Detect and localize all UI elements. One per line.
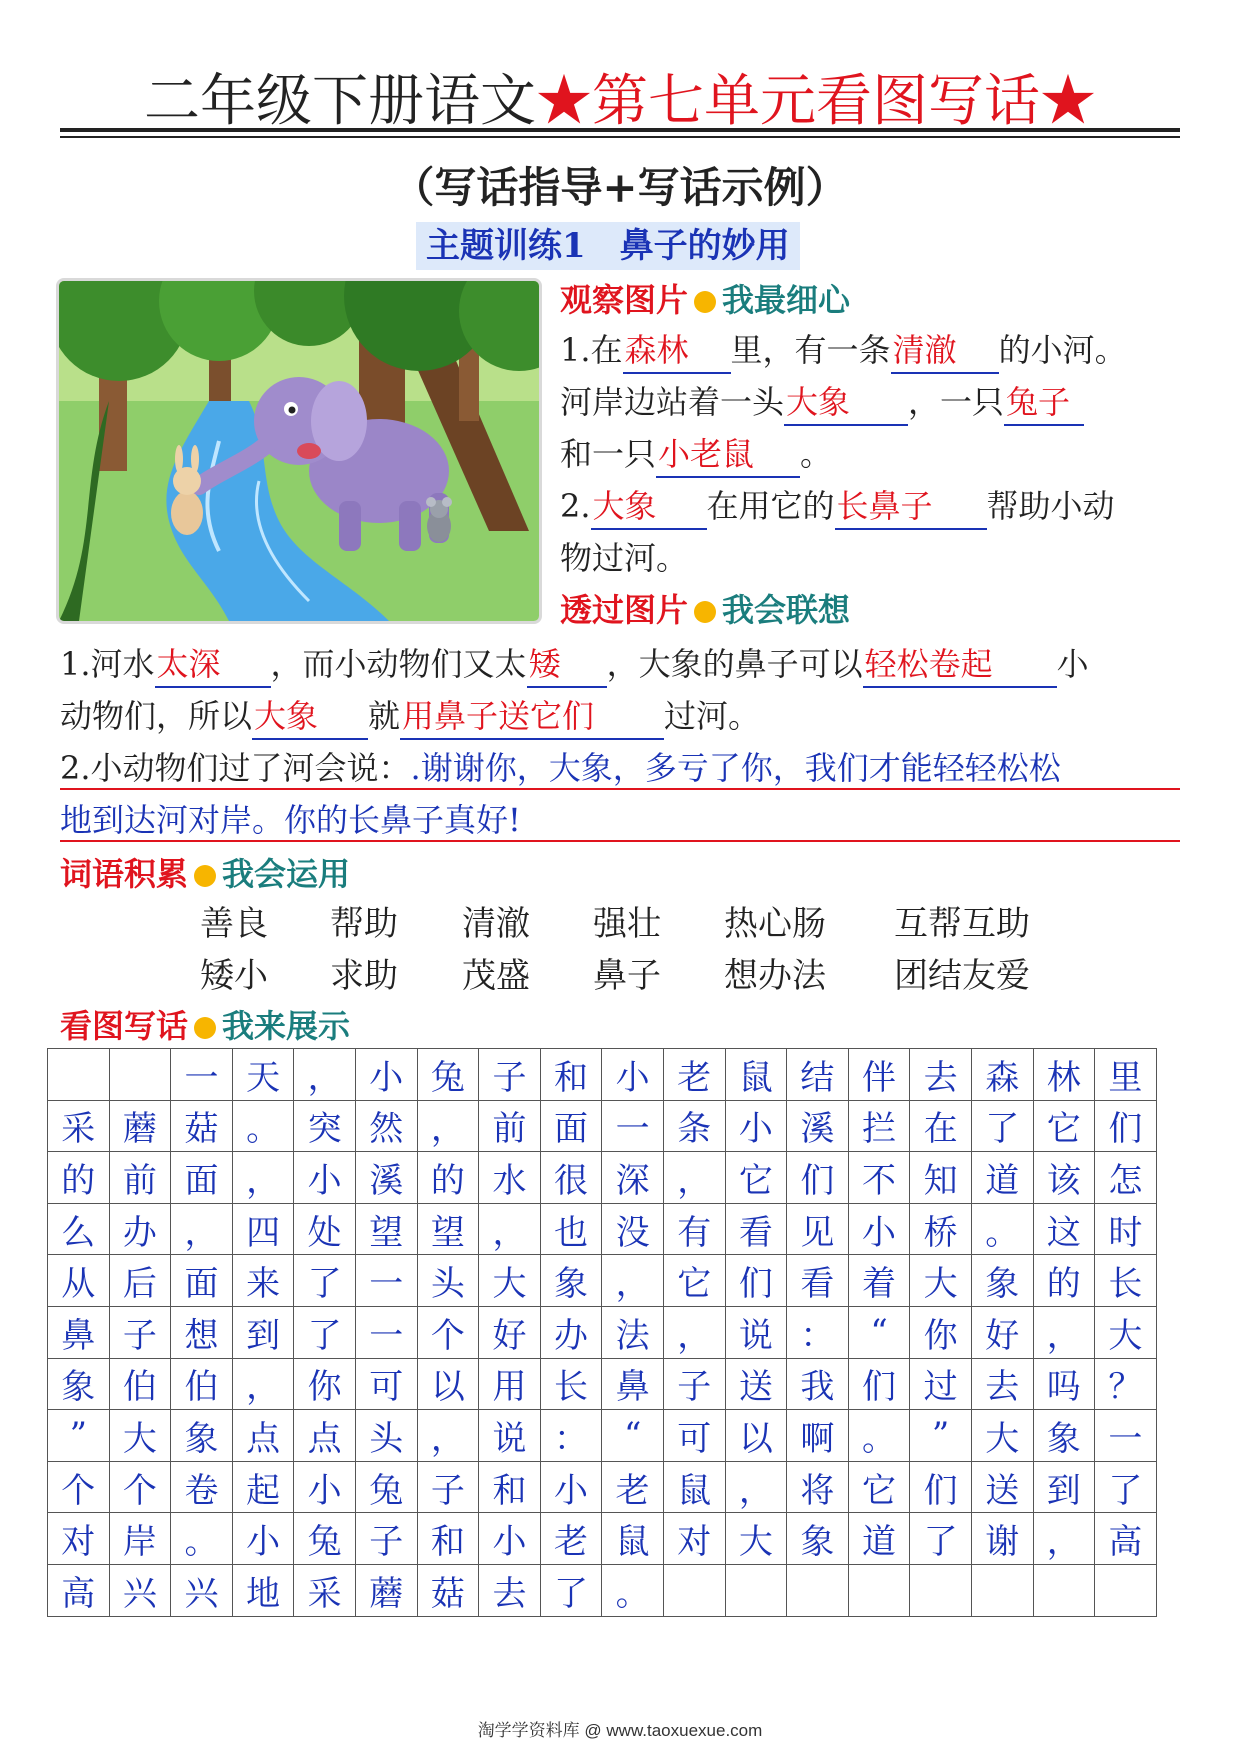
answer-blank: 轻松卷起 xyxy=(863,642,1057,688)
grid-cell: 拦 xyxy=(848,1100,910,1152)
vocab-word: 茂盛 xyxy=(462,956,530,996)
grid-cell: 后 xyxy=(109,1255,171,1307)
grid-cell: 条 xyxy=(663,1100,725,1152)
grid-cell: 长 xyxy=(540,1358,602,1410)
answer-blank: 大象 xyxy=(784,380,908,426)
grid-cell: 子 xyxy=(479,1049,541,1101)
grid-cell: 鼻 xyxy=(602,1358,664,1410)
grid-cell: 象 xyxy=(787,1513,849,1565)
grid-cell: 长 xyxy=(1095,1255,1157,1307)
grid-cell: ” xyxy=(910,1410,972,1462)
grid-cell: 去 xyxy=(971,1358,1033,1410)
grid-cell: 和 xyxy=(479,1461,541,1513)
grid-cell: 一 xyxy=(171,1049,233,1101)
grid-row xyxy=(48,1049,1157,1101)
grid-cell: 你 xyxy=(294,1358,356,1410)
grid-cell: 可 xyxy=(355,1358,417,1410)
grid-cell: 办 xyxy=(109,1203,171,1255)
grid-cell: 小 xyxy=(602,1049,664,1101)
grid-cell: 点 xyxy=(294,1410,356,1462)
grid-cell: 老 xyxy=(540,1513,602,1565)
grid-row xyxy=(48,1306,1157,1358)
grid-cell: ， xyxy=(479,1203,541,1255)
grid-cell: 么 xyxy=(48,1203,110,1255)
grid-cell: 也 xyxy=(540,1203,602,1255)
grid-cell: 想 xyxy=(171,1306,233,1358)
title-right: 第七单元看图写话 xyxy=(592,69,1040,134)
vocab-word: 互帮互助 xyxy=(894,904,1030,944)
grid-cell: 面 xyxy=(540,1100,602,1152)
vocab-row-2 xyxy=(0,950,1240,1002)
grid-cell: 们 xyxy=(910,1461,972,1513)
grid-cell: 伴 xyxy=(848,1049,910,1101)
grid-cell: 里 xyxy=(1095,1049,1157,1101)
section-imagine-heading: 透过图片 我会联想 xyxy=(560,591,851,629)
answer-blank: 大象 xyxy=(591,484,707,530)
grid-cell xyxy=(48,1049,110,1101)
grid-cell: 很 xyxy=(540,1152,602,1204)
grid-cell: 头 xyxy=(417,1255,479,1307)
grid-cell: 对 xyxy=(48,1513,110,1565)
grid-cell: 岸 xyxy=(109,1513,171,1565)
grid-cell xyxy=(1033,1564,1095,1616)
grid-cell: 以 xyxy=(417,1358,479,1410)
vocab-word: 热心肠 xyxy=(724,904,826,944)
grid-cell: 道 xyxy=(848,1513,910,1565)
grid-cell: ， xyxy=(171,1203,233,1255)
grid-cell: 说 xyxy=(479,1410,541,1462)
grid-cell: 然 xyxy=(355,1100,417,1152)
grid-cell: 子 xyxy=(355,1513,417,1565)
grid-cell: 起 xyxy=(232,1461,294,1513)
grid-cell: 好 xyxy=(971,1306,1033,1358)
grid-cell: 这 xyxy=(1033,1203,1095,1255)
grid-cell: 有 xyxy=(663,1203,725,1255)
grid-cell: 们 xyxy=(848,1358,910,1410)
grid-cell: 用 xyxy=(479,1358,541,1410)
grid-row xyxy=(48,1203,1157,1255)
grid-row xyxy=(48,1461,1157,1513)
answer-blank: 清澈 xyxy=(891,328,999,374)
grid-cell: 和 xyxy=(540,1049,602,1101)
page-subtitle: （写话指导+写话示例） xyxy=(392,163,848,212)
grid-cell: “ xyxy=(602,1410,664,1462)
grid-cell: 伯 xyxy=(171,1358,233,1410)
grid-cell xyxy=(971,1564,1033,1616)
grid-cell: 菇 xyxy=(417,1564,479,1616)
observe-line-2: 河岸边站着一头大象 ，一只兔子 xyxy=(560,376,1084,428)
grid-cell: 桥 xyxy=(910,1203,972,1255)
grid-cell: 了 xyxy=(910,1513,972,1565)
vocab-row-1 xyxy=(0,898,1240,950)
vocab-word: 善良 xyxy=(200,904,268,944)
grid-cell: 象 xyxy=(1033,1410,1095,1462)
grid-cell: ” xyxy=(48,1410,110,1462)
grid-cell: 到 xyxy=(232,1306,294,1358)
grid-cell: 过 xyxy=(910,1358,972,1410)
grid-cell: 了 xyxy=(294,1255,356,1307)
observe-line-3: 和一只小老鼠 。 xyxy=(560,428,832,480)
bullet-dot-icon xyxy=(194,1017,216,1039)
grid-cell: 以 xyxy=(725,1410,787,1462)
grid-cell: 卷 xyxy=(171,1461,233,1513)
imagine-line-1: 1.河水太深 ，而小动物们又太矮 ，大象的鼻子可以轻松卷起 小 xyxy=(60,638,1089,690)
answer-blank: 矮 xyxy=(527,642,607,688)
grid-cell: 点 xyxy=(232,1410,294,1462)
grid-cell: 伯 xyxy=(109,1358,171,1410)
grid-cell: 四 xyxy=(232,1203,294,1255)
grid-cell: ： xyxy=(787,1306,849,1358)
grid-cell xyxy=(848,1564,910,1616)
grid-cell: 了 xyxy=(1095,1461,1157,1513)
grid-cell: ， xyxy=(602,1255,664,1307)
grid-cell: 们 xyxy=(787,1152,849,1204)
vocab-word: 团结友爱 xyxy=(894,956,1030,996)
grid-cell: 鼠 xyxy=(725,1049,787,1101)
grid-cell: 小 xyxy=(848,1203,910,1255)
answer-underline xyxy=(60,840,1180,842)
grid-cell: 采 xyxy=(48,1100,110,1152)
grid-cell: 时 xyxy=(1095,1203,1157,1255)
grid-cell: 处 xyxy=(294,1203,356,1255)
grid-cell: 望 xyxy=(417,1203,479,1255)
grid-cell: 没 xyxy=(602,1203,664,1255)
grid-cell: 看 xyxy=(787,1255,849,1307)
grid-cell: 。 xyxy=(602,1564,664,1616)
grid-cell: 兔 xyxy=(417,1049,479,1101)
grid-cell: ， xyxy=(417,1100,479,1152)
grid-cell: 看 xyxy=(725,1203,787,1255)
mouse-icon xyxy=(426,497,452,542)
answer-underline xyxy=(60,788,1180,790)
writing-grid xyxy=(47,1048,1157,1617)
grid-cell: 它 xyxy=(848,1461,910,1513)
grid-cell: 兴 xyxy=(171,1564,233,1616)
grid-cell: 鼻 xyxy=(48,1306,110,1358)
section-observe-heading: 观察图片 我最细心 xyxy=(560,281,851,319)
grid-cell xyxy=(787,1564,849,1616)
vocab-word: 鼻子 xyxy=(593,956,661,996)
vocab-word: 帮助 xyxy=(330,904,398,944)
grid-cell: 老 xyxy=(602,1461,664,1513)
grid-cell: 结 xyxy=(787,1049,849,1101)
grid-cell: 前 xyxy=(109,1152,171,1204)
grid-cell: 鼠 xyxy=(663,1461,725,1513)
grid-cell: 在 xyxy=(910,1100,972,1152)
star-icon: ★ xyxy=(1040,69,1096,134)
grid-cell: 子 xyxy=(417,1461,479,1513)
grid-cell: 的 xyxy=(1033,1255,1095,1307)
grid-cell: 我 xyxy=(787,1358,849,1410)
bullet-dot-icon xyxy=(194,865,216,887)
grid-row xyxy=(48,1358,1157,1410)
grid-cell: 鼠 xyxy=(602,1513,664,1565)
grid-row xyxy=(48,1564,1157,1616)
grid-cell: 送 xyxy=(725,1358,787,1410)
grid-cell: 小 xyxy=(294,1461,356,1513)
grid-cell: 。 xyxy=(848,1410,910,1462)
grid-cell: 你 xyxy=(910,1306,972,1358)
grid-cell: 林 xyxy=(1033,1049,1095,1101)
grid-cell: 小 xyxy=(540,1461,602,1513)
grid-cell: 将 xyxy=(787,1461,849,1513)
grid-cell: 的 xyxy=(48,1152,110,1204)
footer-credit: 淘学学资料库 @ www.taoxuexue.com xyxy=(477,1721,763,1740)
answer-blank: 小老鼠 xyxy=(656,432,800,478)
observe-line-4: 2.大象 在用它的长鼻子 帮助小动 xyxy=(560,480,1115,532)
grid-cell: 头 xyxy=(355,1410,417,1462)
vocab-word: 强壮 xyxy=(593,904,661,944)
grid-cell: ， xyxy=(725,1461,787,1513)
grid-cell: ， xyxy=(1033,1306,1095,1358)
grid-cell: 们 xyxy=(725,1255,787,1307)
grid-cell: “ xyxy=(848,1306,910,1358)
grid-cell: 老 xyxy=(663,1049,725,1101)
grid-cell: 。 xyxy=(171,1513,233,1565)
grid-cell: 水 xyxy=(479,1152,541,1204)
grid-cell: 。 xyxy=(971,1203,1033,1255)
imagine-line-2: 动物们，所以大象 就用鼻子送它们 过河。 xyxy=(60,690,760,742)
grid-cell: 个 xyxy=(109,1461,171,1513)
grid-cell: 可 xyxy=(663,1410,725,1462)
grid-cell: 去 xyxy=(910,1049,972,1101)
grid-cell: 一 xyxy=(355,1306,417,1358)
illustration xyxy=(56,278,542,624)
grid-cell: 森 xyxy=(971,1049,1033,1101)
grid-cell: ， xyxy=(1033,1513,1095,1565)
grid-cell: 大 xyxy=(1095,1306,1157,1358)
grid-cell: 一 xyxy=(355,1255,417,1307)
answer-blank: 兔子 xyxy=(1004,380,1084,426)
vocab-word: 矮小 xyxy=(200,956,268,996)
grid-cell: 了 xyxy=(540,1564,602,1616)
grid-cell: 送 xyxy=(971,1461,1033,1513)
imagine-line-4: 地到达河对岸。你的长鼻子真好! xyxy=(60,801,521,839)
grid-cell: 小 xyxy=(479,1513,541,1565)
bullet-dot-icon xyxy=(694,291,716,313)
grid-cell: 小 xyxy=(294,1152,356,1204)
grid-cell: 子 xyxy=(109,1306,171,1358)
grid-cell: 说 xyxy=(725,1306,787,1358)
grid-cell: 该 xyxy=(1033,1152,1095,1204)
grid-cell: 怎 xyxy=(1095,1152,1157,1204)
grid-cell: 小 xyxy=(232,1513,294,1565)
grid-cell xyxy=(663,1564,725,1616)
grid-cell: 。 xyxy=(232,1100,294,1152)
grid-cell: 谢 xyxy=(971,1513,1033,1565)
grid-cell: 啊 xyxy=(787,1410,849,1462)
grid-cell: 蘑 xyxy=(109,1100,171,1152)
grid-cell: 溪 xyxy=(787,1100,849,1152)
section-writing-heading: 看图写话 我来展示 xyxy=(60,1007,351,1045)
grid-cell xyxy=(1095,1564,1157,1616)
observe-line-5: 物过河。 xyxy=(560,539,689,577)
grid-cell: 知 xyxy=(910,1152,972,1204)
section-vocab-heading: 词语积累 我会运用 xyxy=(60,855,351,893)
grid-row xyxy=(48,1410,1157,1462)
grid-cell: ： xyxy=(540,1410,602,1462)
grid-cell: 办 xyxy=(540,1306,602,1358)
grid-cell: 从 xyxy=(48,1255,110,1307)
title-left: 二年级下册语文 xyxy=(144,69,536,134)
grid-cell: 大 xyxy=(109,1410,171,1462)
answer-text: .谢谢你，大象，多亏了你，我们才能轻轻松松 xyxy=(410,749,1061,787)
grid-cell: 小 xyxy=(725,1100,787,1152)
grid-cell: 一 xyxy=(602,1100,664,1152)
grid-cell: 高 xyxy=(1095,1513,1157,1565)
imagine-line-3: 2.小动物们过了河会说：.谢谢你，大象，多亏了你，我们才能轻轻松松 xyxy=(60,749,1061,787)
grid-cell: 它 xyxy=(1033,1100,1095,1152)
answer-blank: 森林 xyxy=(623,328,731,374)
grid-cell: 蘑 xyxy=(355,1564,417,1616)
grid-cell: 深 xyxy=(602,1152,664,1204)
grid-cell: 象 xyxy=(540,1255,602,1307)
grid-cell: 对 xyxy=(663,1513,725,1565)
grid-cell: 它 xyxy=(663,1255,725,1307)
grid-cell: 和 xyxy=(417,1513,479,1565)
grid-cell: 的 xyxy=(417,1152,479,1204)
grid-cell: 法 xyxy=(602,1306,664,1358)
grid-cell: 高 xyxy=(48,1564,110,1616)
title-rule-thin xyxy=(60,136,1180,138)
grid-cell: 象 xyxy=(971,1255,1033,1307)
star-icon: ★ xyxy=(536,69,592,134)
grid-cell: 天 xyxy=(232,1049,294,1101)
grid-cell xyxy=(109,1049,171,1101)
grid-cell: ， xyxy=(663,1306,725,1358)
grid-cell: ， xyxy=(294,1049,356,1101)
grid-cell: 前 xyxy=(479,1100,541,1152)
observe-line-1: 1.在森林 里，有一条清澈 的小河。 xyxy=(560,324,1127,376)
grid-cell: 兴 xyxy=(109,1564,171,1616)
grid-cell: 们 xyxy=(1095,1100,1157,1152)
grid-cell: 兔 xyxy=(294,1513,356,1565)
grid-cell: ， xyxy=(232,1358,294,1410)
grid-cell: 小 xyxy=(355,1049,417,1101)
grid-cell: 吗 xyxy=(1033,1358,1095,1410)
grid-cell: 见 xyxy=(787,1203,849,1255)
grid-cell: ， xyxy=(232,1152,294,1204)
grid-cell: 面 xyxy=(171,1152,233,1204)
answer-blank: 用鼻子送它们 xyxy=(400,694,664,740)
grid-cell: 它 xyxy=(725,1152,787,1204)
grid-cell: 大 xyxy=(910,1255,972,1307)
theme-label: 主题训练1 鼻子的妙用 xyxy=(416,222,800,270)
title-rule-thick xyxy=(60,128,1180,132)
grid-cell: ？ xyxy=(1095,1358,1157,1410)
grid-cell: 象 xyxy=(171,1410,233,1462)
grid-cell: 了 xyxy=(294,1306,356,1358)
grid-cell: 来 xyxy=(232,1255,294,1307)
grid-row xyxy=(48,1152,1157,1204)
grid-cell: 好 xyxy=(479,1306,541,1358)
grid-cell: ， xyxy=(663,1152,725,1204)
grid-cell: 个 xyxy=(48,1461,110,1513)
grid-cell: 地 xyxy=(232,1564,294,1616)
grid-row xyxy=(48,1100,1157,1152)
vocab-word: 想办法 xyxy=(724,956,826,996)
grid-cell: 采 xyxy=(294,1564,356,1616)
grid-cell: 大 xyxy=(479,1255,541,1307)
grid-cell: 望 xyxy=(355,1203,417,1255)
grid-cell: 突 xyxy=(294,1100,356,1152)
vocab-word: 求助 xyxy=(330,956,398,996)
grid-cell xyxy=(725,1564,787,1616)
answer-blank: 长鼻子 xyxy=(835,484,987,530)
grid-cell: 菇 xyxy=(171,1100,233,1152)
grid-cell: 兔 xyxy=(355,1461,417,1513)
vocab-word: 清澈 xyxy=(462,904,530,944)
grid-cell: 面 xyxy=(171,1255,233,1307)
grid-cell: 不 xyxy=(848,1152,910,1204)
bullet-dot-icon xyxy=(694,601,716,623)
grid-cell: 个 xyxy=(417,1306,479,1358)
grid-cell: 一 xyxy=(1095,1410,1157,1462)
answer-blank: 太深 xyxy=(155,642,271,688)
grid-cell xyxy=(910,1564,972,1616)
grid-cell: 大 xyxy=(971,1410,1033,1462)
grid-cell: 大 xyxy=(725,1513,787,1565)
grid-cell: 着 xyxy=(848,1255,910,1307)
grid-cell: 到 xyxy=(1033,1461,1095,1513)
grid-row xyxy=(48,1513,1157,1565)
grid-cell: 了 xyxy=(971,1100,1033,1152)
grid-cell: 子 xyxy=(663,1358,725,1410)
answer-blank: 大象 xyxy=(252,694,368,740)
grid-cell: 去 xyxy=(479,1564,541,1616)
grid-cell: 象 xyxy=(48,1358,110,1410)
grid-row xyxy=(48,1255,1157,1307)
grid-cell: 道 xyxy=(971,1152,1033,1204)
grid-cell: 溪 xyxy=(355,1152,417,1204)
grid-cell: ， xyxy=(417,1410,479,1462)
